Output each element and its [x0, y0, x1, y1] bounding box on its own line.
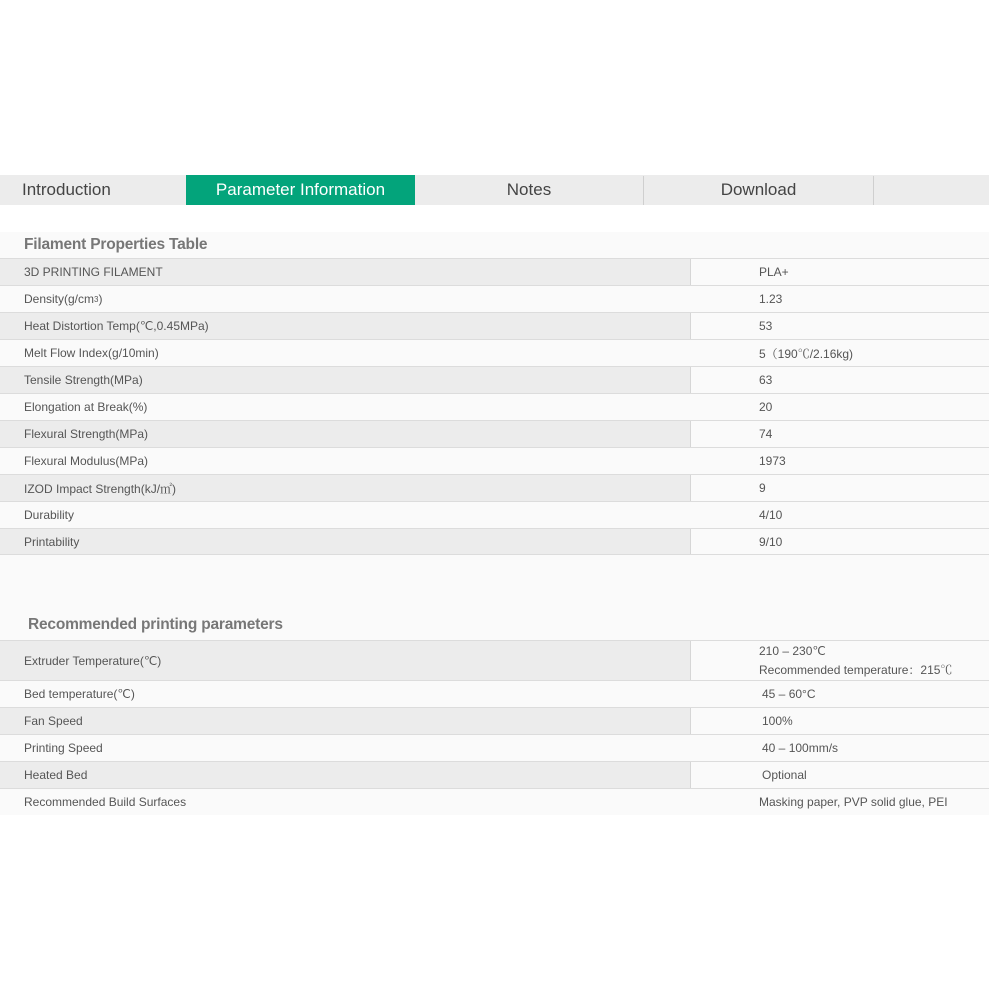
row-value: 1.23 — [690, 286, 989, 312]
table-row — [0, 528, 989, 555]
row-label: Printability — [0, 529, 690, 554]
row-label: Printing Speed — [0, 735, 690, 761]
tab-introduction[interactable]: Introduction — [22, 180, 111, 199]
row-label: Elongation at Break(%) — [0, 394, 690, 420]
row-label: Fan Speed — [0, 708, 690, 734]
row-value: 5（190℃/2.16kg) — [690, 340, 989, 366]
table-row — [0, 734, 989, 761]
row-label: Bed temperature(℃) — [0, 681, 690, 707]
row-value: 100% — [690, 708, 989, 734]
tab-divider — [873, 176, 874, 205]
row-label: Density(g/cm 3 ) — [0, 286, 690, 312]
content-panel — [0, 232, 989, 813]
tab-parameter-information[interactable]: Parameter Information — [186, 175, 415, 205]
table-row — [0, 339, 989, 366]
row-label: Recommended Build Surfaces — [0, 789, 690, 815]
row-label: Flexural Strength(MPa) — [0, 421, 690, 447]
row-label: Melt Flow Index(g/10min) — [0, 340, 690, 366]
table-row — [0, 474, 989, 501]
filament-properties-table — [0, 258, 989, 555]
row-value: 74 — [690, 421, 989, 447]
row-label: Flexural Modulus(MPa) — [0, 448, 690, 474]
tab-bar — [0, 175, 989, 205]
table-row — [0, 366, 989, 393]
row-label: Heat Distortion Temp(℃,0.45MPa) — [0, 313, 690, 339]
tab-notes[interactable]: Notes — [506, 180, 552, 199]
table-row — [0, 640, 989, 680]
row-label: Extruder Temperature(℃) — [0, 641, 690, 680]
recommended-temperature: Recommended temperature：215℃ — [759, 662, 953, 677]
table-row — [0, 788, 989, 815]
row-label: IZOD Impact Strength(kJ/㎡) — [0, 475, 690, 501]
row-value: 9/10 — [690, 529, 989, 554]
table-row — [0, 680, 989, 707]
row-value — [690, 641, 989, 680]
row-value: PLA+ — [690, 259, 989, 285]
table-row — [0, 501, 989, 528]
table-row — [0, 761, 989, 788]
table-row — [0, 707, 989, 734]
tab-download[interactable]: Download — [720, 180, 797, 199]
row-label: 3D PRINTING FILAMENT — [0, 259, 690, 285]
printing-parameters-title: Recommended printing parameters — [28, 616, 283, 633]
printing-parameters-table — [0, 640, 989, 815]
table-row — [0, 285, 989, 312]
table-row — [0, 447, 989, 474]
table-row — [0, 312, 989, 339]
row-value: 63 — [690, 367, 989, 393]
row-value: 45 – 60°C — [690, 681, 989, 707]
row-label: Heated Bed — [0, 762, 690, 788]
table-row — [0, 420, 989, 447]
filament-properties-title: Filament Properties Table — [24, 236, 208, 253]
table-row — [0, 258, 989, 285]
row-value: Optional — [690, 762, 989, 788]
row-value: 4/10 — [690, 502, 989, 528]
row-value: Masking paper, PVP solid glue, PEI — [690, 789, 989, 815]
row-value: 40 – 100mm/s — [690, 735, 989, 761]
row-value: 9 — [690, 475, 989, 501]
row-value: 20 — [690, 394, 989, 420]
row-value: 1973 — [690, 448, 989, 474]
row-value: 53 — [690, 313, 989, 339]
row-label: Durability — [0, 502, 690, 528]
table-row — [0, 393, 989, 420]
temperature-range: 210 – 230℃ — [759, 643, 826, 658]
row-label: Tensile Strength(MPa) — [0, 367, 690, 393]
